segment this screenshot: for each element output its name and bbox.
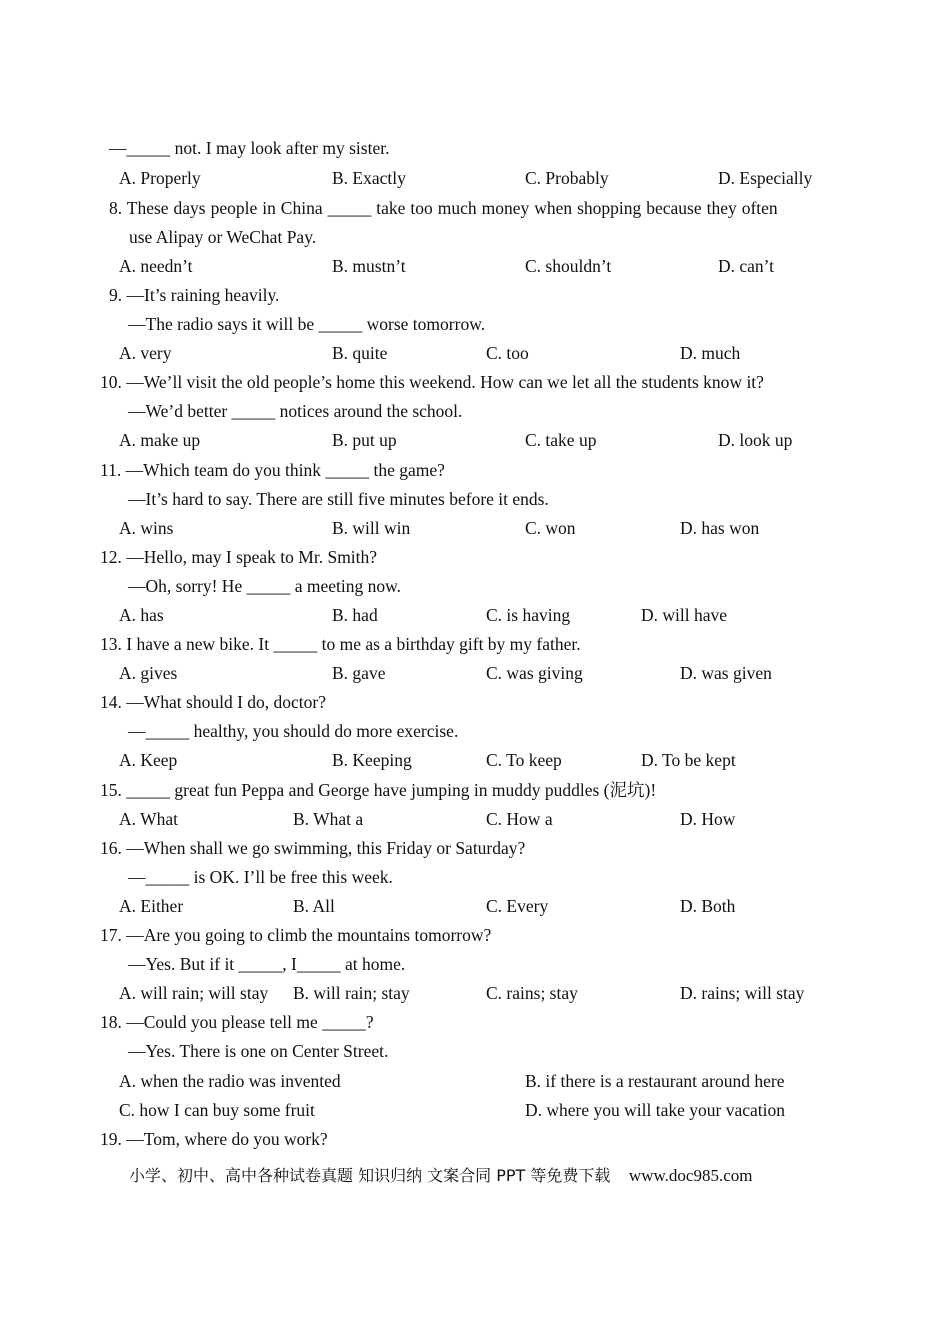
q10-option-a: A. make up <box>119 430 201 450</box>
q13-option-b: B. gave <box>332 663 386 683</box>
q13-option-c: C. was giving <box>486 663 583 683</box>
q12-option-b: B. had <box>332 605 378 625</box>
q14-stem: 14. —What should I do, doctor? <box>100 692 326 712</box>
q8-option-a: A. needn’t <box>119 256 193 276</box>
q9-option-c: C. too <box>486 343 529 363</box>
q11-option-d: D. has won <box>680 518 760 538</box>
q17-option-d: D. rains; will stay <box>680 983 805 1003</box>
q8-option-d: D. can’t <box>718 256 775 276</box>
q10-stem-cont: —We’d better _____ notices around the school. <box>128 401 463 421</box>
q15-option-b: B. What a <box>293 809 364 829</box>
q16-stem-cont: —_____ is OK. I’ll be free this week. <box>128 867 393 887</box>
q16-stem: 16. —When shall we go swimming, this Friday or Saturday? <box>100 838 526 858</box>
q12-stem: 12. —Hello, may I speak to Mr. Smith? <box>100 547 378 567</box>
q19-stem: 19. —Tom, where do you work? <box>100 1129 328 1149</box>
q7-answer-line: —_____ not. I may look after my sister. <box>109 138 390 158</box>
q18-stem-cont: —Yes. There is one on Center Street. <box>128 1041 389 1061</box>
page-footer <box>129 1165 752 1187</box>
q15-stem: 15. _____ great fun Peppa and George have jumping in muddy puddles (泥坑)! <box>100 780 657 800</box>
q8-option-c: C. shouldn’t <box>525 256 612 276</box>
q7-option-b: B. Exactly <box>332 168 406 188</box>
q9-stem: 9. —It’s raining heavily. <box>109 285 280 305</box>
footer-promo-text: 小学、初中、高中各种试卷真题 知识归纳 文案合同 PPT 等免费下载 <box>129 1166 611 1185</box>
q7-option-c: C. Probably <box>525 168 609 188</box>
q10-option-b: B. put up <box>332 430 397 450</box>
q13-option-d: D. was given <box>680 663 772 683</box>
q7-option-d: D. Especially <box>718 168 813 188</box>
q18-option-a: A. when the radio was invented <box>119 1071 341 1091</box>
q11-stem: 11. —Which team do you think _____ the game? <box>100 460 445 480</box>
q18-option-c: C. how I can buy some fruit <box>119 1100 315 1120</box>
q9-option-d: D. much <box>680 343 741 363</box>
q8-option-b: B. mustn’t <box>332 256 406 276</box>
q18-option-b: B. if there is a restaurant around here <box>525 1071 785 1091</box>
q8-stem-cont: use Alipay or WeChat Pay. <box>129 227 317 247</box>
q14-stem-cont: —_____ healthy, you should do more exercise. <box>128 721 459 741</box>
q16-option-b: B. All <box>293 896 335 916</box>
q11-option-b: B. will win <box>332 518 411 538</box>
q11-option-a: A. wins <box>119 518 174 538</box>
q9-option-b: B. quite <box>332 343 388 363</box>
q10-stem: 10. —We’ll visit the old people’s home this weekend. How can we let all the students know it? <box>100 372 764 392</box>
q16-option-a: A. Either <box>119 896 184 916</box>
q12-option-a: A. has <box>119 605 164 625</box>
q17-stem: 17. —Are you going to climb the mountains tomorrow? <box>100 925 492 945</box>
q12-stem-cont: —Oh, sorry! He _____ a meeting now. <box>128 576 401 596</box>
q12-option-d: D. will have <box>641 605 728 625</box>
q14-option-d: D. To be kept <box>641 750 736 770</box>
footer-url-link[interactable]: www.doc985.com <box>628 1166 753 1185</box>
q17-option-a: A. will rain; will stay <box>119 983 269 1003</box>
q10-option-c: C. take up <box>525 430 597 450</box>
q18-option-d: D. where you will take your vacation <box>525 1100 785 1120</box>
q15-option-d: D. How <box>680 809 736 829</box>
q17-option-c: C. rains; stay <box>486 983 578 1003</box>
q13-option-a: A. gives <box>119 663 178 683</box>
q18-stem: 18. —Could you please tell me _____? <box>100 1012 374 1032</box>
q13-stem: 13. I have a new bike. It _____ to me as a birthday gift by my father. <box>100 634 581 654</box>
q15-option-a: A. What <box>119 809 178 829</box>
q11-option-c: C. won <box>525 518 576 538</box>
q16-option-c: C. Every <box>486 896 549 916</box>
q16-option-d: D. Both <box>680 896 736 916</box>
q9-stem-cont: —The radio says it will be _____ worse tomorrow. <box>128 314 486 334</box>
q11-stem-cont: —It’s hard to say. There are still five minutes before it ends. <box>128 489 549 509</box>
q8-stem: 8. These days people in China _____ take too much money when shopping because they often <box>109 198 778 218</box>
q17-option-b: B. will rain; stay <box>293 983 410 1003</box>
q12-option-c: C. is having <box>486 605 571 625</box>
q10-option-d: D. look up <box>718 430 793 450</box>
q14-option-b: B. Keeping <box>332 750 412 770</box>
q15-option-c: C. How a <box>486 809 553 829</box>
q17-stem-cont: —Yes. But if it _____, I_____ at home. <box>128 954 406 974</box>
q7-option-a: A. Properly <box>119 168 201 188</box>
q14-option-a: A. Keep <box>119 750 178 770</box>
q9-option-a: A. very <box>119 343 172 363</box>
q14-option-c: C. To keep <box>486 750 562 770</box>
